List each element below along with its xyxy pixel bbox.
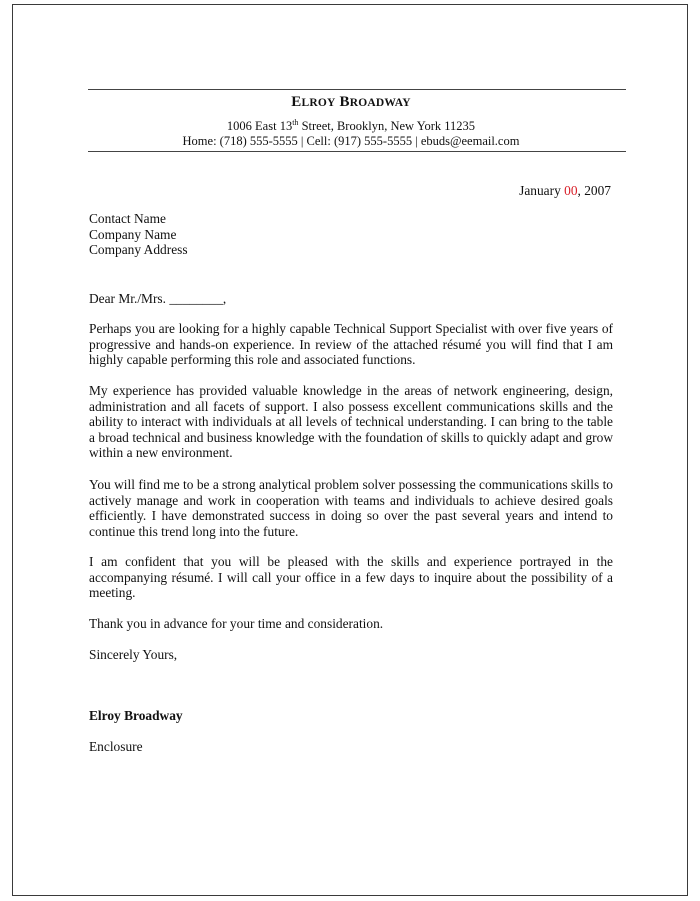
- closing: Sincerely Yours,: [89, 647, 178, 662]
- letter-date: [519, 183, 611, 199]
- name-rest-last: ROADWAY: [349, 97, 411, 109]
- paragraph-intro: Perhaps you are looking for a highly capable Technical Support Specialist with over five years of progressive and hands-on experience. In review of the attached résumé you will find that I am highly capable performing this role and associated functions.: [89, 321, 613, 368]
- recipient-company-address: Company Address: [89, 242, 188, 258]
- sender-address: [13, 119, 689, 134]
- address-street-number: 1006 East 13: [226, 119, 293, 133]
- paragraph-confident: I am confident that you will be pleased with the skills and experience portrayed in the accompanying résumé. I will call your office in a few days to inquire about the possibility of a meeting.: [89, 554, 613, 601]
- sender-contact-line: Home: (718) 555-5555 | Cell: (917) 555-5555 | ebuds@eemail.com: [182, 134, 520, 148]
- address-ordinal-suffix: th: [292, 117, 299, 127]
- paragraph-experience: My experience has provided valuable knowledge in the areas of network engineering, design, administration and all facets of support. I also possess excellent communications skills and the ability to interact with individuals at all levels of technical understanding. I can bring to the table a broad technical and business knowledge with the foundation of skills to quickly adapt and grow within a new environment.: [89, 383, 613, 461]
- signature-name: Elroy Broadway: [89, 708, 183, 723]
- paragraph-thanks: Thank you in advance for your time and consideration.: [89, 616, 384, 631]
- date-day-placeholder: 00: [564, 183, 578, 198]
- date-month: January: [519, 183, 565, 198]
- paragraph-problem-solver: You will find me to be a strong analytical problem solver possessing the communications skills to actively manage and work in cooperation with teams and individuals to achieve desired goals efficiently. I have demonstrated success in doing so over the past several years and intend to continue this trend long into the future.: [89, 477, 613, 539]
- recipient-company-name: Company Name: [89, 226, 177, 242]
- name-initial-first: E: [291, 94, 302, 110]
- enclosure-note: Enclosure: [89, 739, 143, 754]
- name-rest-first: LROY: [301, 97, 336, 109]
- sender-name-heading: [13, 94, 689, 111]
- salutation: Dear Mr./Mrs. ________,: [89, 291, 227, 306]
- date-year: , 2007: [577, 183, 611, 198]
- recipient-block: [89, 211, 613, 258]
- name-initial-last: B: [339, 94, 350, 110]
- address-city-line: Street, Brooklyn, New York 11235: [298, 119, 476, 133]
- header-bottom-rule: [88, 151, 626, 152]
- recipient-contact-name: Contact Name: [89, 211, 166, 226]
- header-top-rule: [88, 89, 626, 90]
- letter-page: [12, 4, 688, 896]
